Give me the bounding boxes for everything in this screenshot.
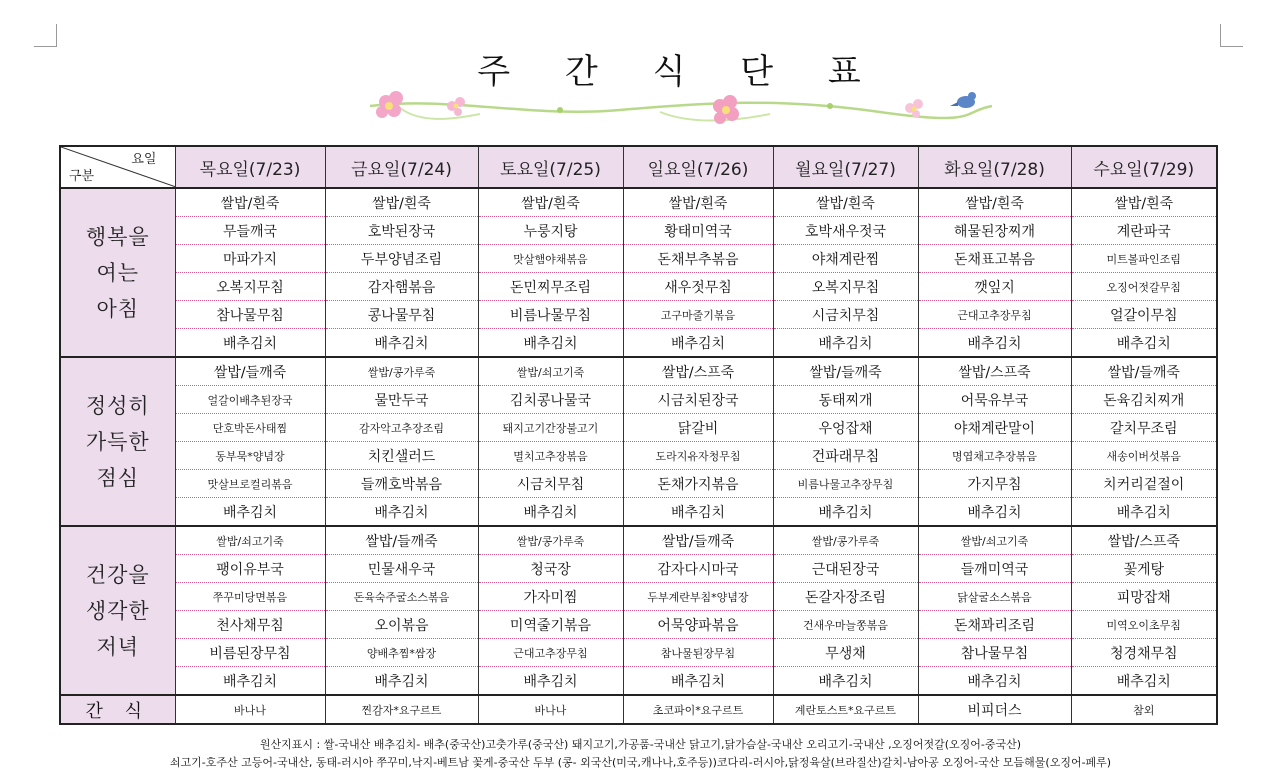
menu-item: 해물된장찌개: [918, 217, 1071, 245]
lunch-section: [60, 357, 1217, 526]
menu-item: 배추김치: [175, 667, 325, 696]
menu-item: 배추김치: [773, 329, 918, 358]
menu-row: [60, 611, 1217, 639]
menu-item: 황태미역국: [623, 217, 773, 245]
menu-item: 도라지유자청무침: [623, 442, 773, 470]
dinner-label-line: 건강을: [85, 562, 150, 587]
dinner-label: [60, 526, 175, 695]
menu-item: 쌀밥/들깨죽: [1071, 357, 1217, 386]
menu-row: [60, 245, 1217, 273]
menu-item: 참나물무침: [918, 639, 1071, 667]
page-title: 주 간 식 단 표: [477, 52, 883, 92]
crop-mark-top-left: [34, 24, 57, 47]
menu-row: [60, 188, 1217, 217]
breakfast-label-line: 아침: [96, 296, 140, 321]
origin-notice-line-2: 쇠고기-호주산 고등어-국내산, 동태-러시아 쭈꾸미,낙지-베트남 꽃게-중국산 두부 (콩- 외국산(미국,캐나나,호주등))코다리-러시아,닭정육살(브라질산)갈치-남아공 오징어-국산 모듬해물(오징어-페루): [169, 756, 1112, 769]
menu-item: 배추김치: [623, 498, 773, 527]
snack-item: 바나나: [175, 695, 325, 724]
menu-item: 시금치된장국: [623, 386, 773, 414]
menu-item: 참나물무침: [175, 301, 325, 329]
menu-item: 배추김치: [773, 667, 918, 696]
menu-item: 감자햄볶음: [325, 273, 478, 301]
menu-item: 새송이버섯볶음: [1071, 442, 1217, 470]
menu-item: 미역오이초무침: [1071, 611, 1217, 639]
menu-item: 닭살굴소스볶음: [918, 583, 1071, 611]
menu-item: 돈갈자장조림: [773, 583, 918, 611]
menu-row: [60, 414, 1217, 442]
menu-item: 두부양념조림: [325, 245, 478, 273]
menu-item: 누룽지탕: [478, 217, 623, 245]
menu-row: [60, 667, 1217, 696]
menu-item: 배추김치: [175, 329, 325, 358]
menu-item: 미트볼파인조림: [1071, 245, 1217, 273]
menu-item: 호박된장국: [325, 217, 478, 245]
menu-item: 무들깨국: [175, 217, 325, 245]
menu-item: 쌀밥/흰죽: [325, 188, 478, 217]
breakfast-section: [60, 188, 1217, 357]
snack-item: 바나나: [478, 695, 623, 724]
corner-day-label: 요일: [131, 152, 157, 167]
menu-item: 배추김치: [1071, 667, 1217, 696]
menu-item: 팽이유부국: [175, 555, 325, 583]
menu-item: 근대고추장무침: [918, 301, 1071, 329]
menu-item: 천사채무침: [175, 611, 325, 639]
menu-item: 돈채표고볶음: [918, 245, 1071, 273]
menu-item: 건새우마늘쫑볶음: [773, 611, 918, 639]
menu-item: 계란파국: [1071, 217, 1217, 245]
menu-item: 쌀밥/흰죽: [478, 188, 623, 217]
snack-section: [60, 695, 1217, 724]
menu-item: 쌀밥/들깨죽: [325, 526, 478, 555]
menu-item: 콩나물무침: [325, 301, 478, 329]
menu-item: 배추김치: [1071, 498, 1217, 527]
menu-item: 배추김치: [623, 667, 773, 696]
menu-item: 양배추찜*쌈장: [325, 639, 478, 667]
menu-item: 깻잎지: [918, 273, 1071, 301]
snack-label: 간 식: [60, 695, 175, 724]
menu-item: 참나물된장무침: [623, 639, 773, 667]
menu-item: 쌀밥/쇠고기죽: [175, 526, 325, 555]
menu-item: 쌀밥/쇠고기죽: [478, 357, 623, 386]
menu-item: 맛살햄야채볶음: [478, 245, 623, 273]
header-corner: [60, 146, 175, 188]
menu-item: 돈육숙주굴소스볶음: [325, 583, 478, 611]
dinner-label-line: 저녁: [96, 634, 140, 659]
dinner-section: [60, 526, 1217, 695]
menu-item: 동태찌개: [773, 386, 918, 414]
menu-item: 마파가지: [175, 245, 325, 273]
menu-item: 어묵양파볶음: [623, 611, 773, 639]
menu-item: 쌀밥/스프죽: [918, 357, 1071, 386]
menu-item: 배추김치: [175, 498, 325, 527]
menu-row: [60, 583, 1217, 611]
menu-item: 단호박돈사태찜: [175, 414, 325, 442]
menu-item: 돼지고기간장불고기: [478, 414, 623, 442]
menu-item: 배추김치: [918, 329, 1071, 358]
breakfast-label-line: 행복을: [85, 224, 150, 249]
menu-item: 어묵유부국: [918, 386, 1071, 414]
day-header: 목요일(7/23): [175, 146, 325, 188]
menu-row: [60, 386, 1217, 414]
menu-item: 감자다시마국: [623, 555, 773, 583]
menu-item: 멸치고추장볶음: [478, 442, 623, 470]
menu-row: [60, 639, 1217, 667]
menu-item: 우엉잡채: [773, 414, 918, 442]
menu-item: 쌀밥/쇠고기죽: [918, 526, 1071, 555]
snack-item: 계란토스트*요구르트: [773, 695, 918, 724]
snack-item: 비피더스: [918, 695, 1071, 724]
day-header: 일요일(7/26): [623, 146, 773, 188]
lunch-label-line: 가득한: [85, 429, 150, 454]
menu-item: 쌀밥/콩가루죽: [773, 526, 918, 555]
snack-item: 참외: [1071, 695, 1217, 724]
menu-item: 돈육김치찌개: [1071, 386, 1217, 414]
menu-item: 물만두국: [325, 386, 478, 414]
header-row: [60, 146, 1217, 188]
menu-item: 배추김치: [623, 329, 773, 358]
menu-item: 맛살브로컬리볶음: [175, 470, 325, 498]
menu-item: 오복지무침: [773, 273, 918, 301]
menu-row: [60, 217, 1217, 245]
snack-row: [60, 695, 1217, 724]
menu-item: 돈채부추볶음: [623, 245, 773, 273]
menu-item: 쌀밥/스프죽: [623, 357, 773, 386]
menu-item: 들깨미역국: [918, 555, 1071, 583]
menu-item: 얼갈이무침: [1071, 301, 1217, 329]
lunch-label: [60, 357, 175, 526]
breakfast-label-line: 여는: [96, 260, 140, 285]
menu-item: 비름나물무침: [478, 301, 623, 329]
menu-item: 배추김치: [1071, 329, 1217, 358]
menu-item: 비름된장무침: [175, 639, 325, 667]
menu-item: 쌀밥/콩가루죽: [478, 526, 623, 555]
menu-item: 얼갈이배추된장국: [175, 386, 325, 414]
menu-item: 피망잡채: [1071, 583, 1217, 611]
menu-item: 쌀밥/들깨죽: [773, 357, 918, 386]
menu-item: 호박새우젓국: [773, 217, 918, 245]
day-header: 화요일(7/28): [918, 146, 1071, 188]
day-header: 토요일(7/25): [478, 146, 623, 188]
menu-item: 명엽채고추장볶음: [918, 442, 1071, 470]
menu-row: [60, 357, 1217, 386]
menu-item: 고구마줄기볶음: [623, 301, 773, 329]
menu-item: 쭈꾸미당면볶음: [175, 583, 325, 611]
breakfast-label: [60, 188, 175, 357]
menu-item: 배추김치: [325, 667, 478, 696]
menu-item: 근대고추장무침: [478, 639, 623, 667]
lunch-label-line: 점심: [96, 465, 140, 490]
weekly-menu-table: [59, 145, 1218, 725]
menu-item: 돈채꽈리조림: [918, 611, 1071, 639]
lunch-label-line: 정성히: [85, 393, 150, 418]
menu-item: 시금치무침: [478, 470, 623, 498]
menu-row: [60, 555, 1217, 583]
menu-item: 쌀밥/흰죽: [773, 188, 918, 217]
menu-item: 가자미찜: [478, 583, 623, 611]
menu-item: 꽃게탕: [1071, 555, 1217, 583]
menu-item: 쌀밥/스프죽: [1071, 526, 1217, 555]
menu-item: 시금치무침: [773, 301, 918, 329]
menu-item: 두부계란부침*양념장: [623, 583, 773, 611]
menu-item: 돈민찌무조림: [478, 273, 623, 301]
corner-category-label: 구분: [69, 169, 95, 184]
menu-item: 민물새우국: [325, 555, 478, 583]
menu-item: 배추김치: [478, 498, 623, 527]
menu-item: 가지무침: [918, 470, 1071, 498]
title-banner: [360, 38, 1000, 108]
menu-item: 치킨샐러드: [325, 442, 478, 470]
menu-item: 야채계란찜: [773, 245, 918, 273]
menu-item: 감자악고추장조림: [325, 414, 478, 442]
origin-notice-line-1: 원산지표시 : 쌀-국내산 배추김치- 배추(중국산)고춧가루(중국산) 돼지고기,가공품-국내산 닭고기,닭가슴살-국내산 오리고기-국내산 ,오징어젓갈(오징어-중국산): [259, 738, 1022, 751]
menu-row: [60, 273, 1217, 301]
menu-row: [60, 329, 1217, 358]
menu-item: 쌀밥/흰죽: [623, 188, 773, 217]
menu-item: 배추김치: [773, 498, 918, 527]
menu-item: 동부묵*양념장: [175, 442, 325, 470]
menu-item: 배추김치: [918, 667, 1071, 696]
menu-item: 배추김치: [478, 329, 623, 358]
menu-item: 무생채: [773, 639, 918, 667]
menu-item: 청국장: [478, 555, 623, 583]
menu-item: 오복지무침: [175, 273, 325, 301]
menu-row: [60, 470, 1217, 498]
menu-item: 야채계란말이: [918, 414, 1071, 442]
menu-item: 쌀밥/콩가루죽: [325, 357, 478, 386]
day-header: 월요일(7/27): [773, 146, 918, 188]
menu-item: 김치콩나물국: [478, 386, 623, 414]
menu-item: 오징어젓갈무침: [1071, 273, 1217, 301]
menu-item: 배추김치: [325, 498, 478, 527]
menu-item: 닭갈비: [623, 414, 773, 442]
menu-item: 청경채무침: [1071, 639, 1217, 667]
menu-item: 오이볶음: [325, 611, 478, 639]
day-header: 수요일(7/29): [1071, 146, 1217, 188]
menu-item: 치커리겉절이: [1071, 470, 1217, 498]
menu-row: [60, 301, 1217, 329]
menu-item: 쌀밥/흰죽: [918, 188, 1071, 217]
menu-row: [60, 442, 1217, 470]
menu-item: 비름나물고추장무침: [773, 470, 918, 498]
menu-item: 들깨호박볶음: [325, 470, 478, 498]
menu-item: 배추김치: [478, 667, 623, 696]
menu-row: [60, 498, 1217, 527]
menu-item: 근대된장국: [773, 555, 918, 583]
snack-item: 초코파이*요구르트: [623, 695, 773, 724]
menu-item: 쌀밥/흰죽: [1071, 188, 1217, 217]
menu-item: 쌀밥/들깨죽: [623, 526, 773, 555]
menu-item: 돈채가지볶음: [623, 470, 773, 498]
menu-row: [60, 526, 1217, 555]
menu-item: 배추김치: [918, 498, 1071, 527]
menu-item: 건파래무침: [773, 442, 918, 470]
menu-item: 쌀밥/흰죽: [175, 188, 325, 217]
menu-item: 새우젓무침: [623, 273, 773, 301]
menu-item: 쌀밥/들깨죽: [175, 357, 325, 386]
day-header: 금요일(7/24): [325, 146, 478, 188]
dinner-label-line: 생각한: [85, 598, 150, 623]
crop-mark-top-right: [1220, 24, 1243, 47]
snack-item: 찐감자*요구르트: [325, 695, 478, 724]
menu-item: 미역줄기볶음: [478, 611, 623, 639]
menu-item: 갈치무조림: [1071, 414, 1217, 442]
menu-item: 배추김치: [325, 329, 478, 358]
